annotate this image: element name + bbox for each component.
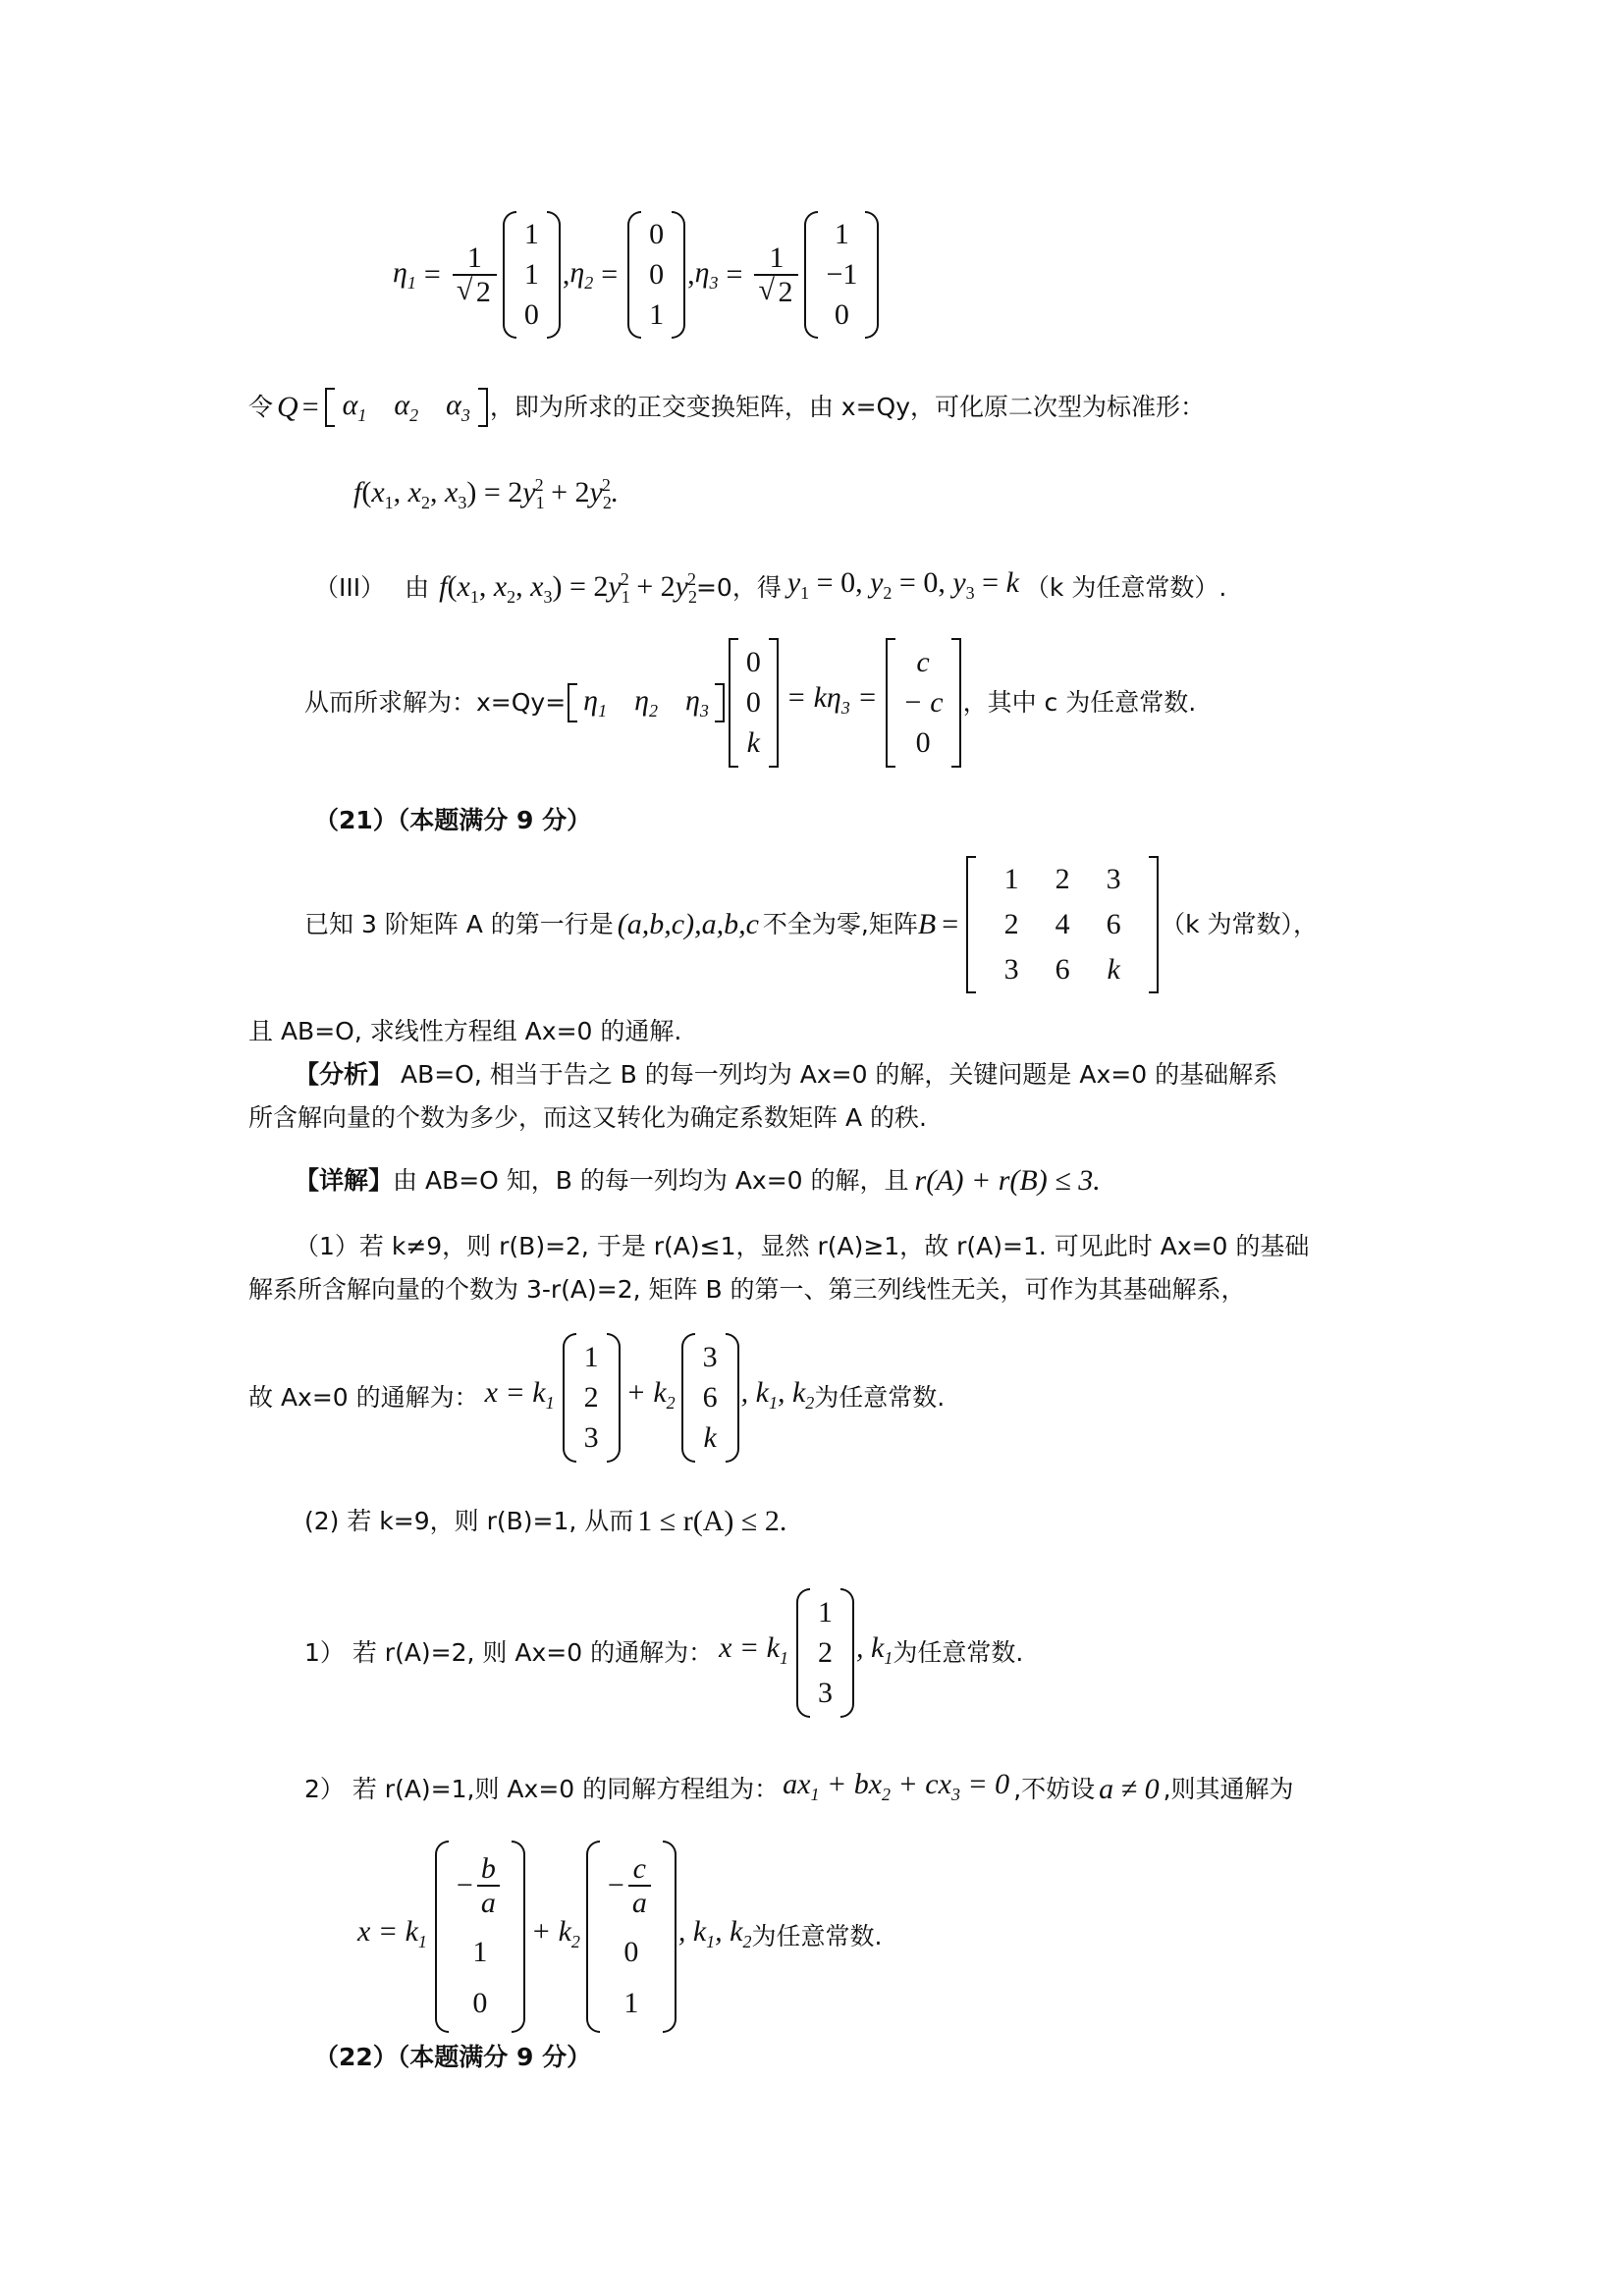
c-vector: c − c 0 xyxy=(886,638,961,768)
q21-statement: 已知 3 阶矩阵 A 的第一行是 (a,b,c),a,b,c 不全为零,矩阵 B = 1 2 3 2 4 6 3 6 k （k 为常数）， xyxy=(304,856,1318,993)
case1-line2: 解系所含解向量的个数为 3-r(A)=2, 矩阵 B 的第一、第三列线性无关，可作为其基础解系， xyxy=(248,1275,1246,1304)
eta1-vector: 1 1 0 xyxy=(503,211,561,339)
subcase2-line: 2） 若 r(A)=1,则 Ax=0 的同解方程组为： $ax_1 + bx_2 + cx_3 = 0$ ,不妨设 a ≠ 0 ,则其通解为 xyxy=(304,1768,1294,1805)
eta-definition: $\eta_1$ = 1 √ 2 1 1 0 , $\eta_2$ = 0 0 1 , $\eta_3$ = 1 √ 2 1 −1 0 xyxy=(393,211,881,339)
q22-heading: （22）（本题满分 9 分） xyxy=(314,2043,592,2071)
case1-line1: （1）若 k≠9，则 r(B)=2, 于是 r(A)≤1，显然 r(A)≥1，故 r(A)=1. 可见此时 Ax=0 的基础 xyxy=(295,1232,1310,1260)
case1-general-solution: 故 Ax=0 的通解为： $x = k_1$ 1 2 3 + $k_2$ 3 6 k , $k_1$, $k_2$ 为任意常数. xyxy=(248,1333,945,1463)
eta2-symbol: $\eta_2$ xyxy=(569,256,594,293)
eta3-symbol: $\eta_3$ xyxy=(694,256,719,293)
one-over-sqrt2: 1 √ 2 xyxy=(453,241,497,308)
detail-line: 【详解】 由 AB=O 知，B 的每一列均为 Ax=0 的解，且 r(A) + r(B) ≤ 3. xyxy=(295,1164,1101,1197)
q-matrix-line: 令 Q = $\alpha_1$ $\alpha_2$ $\alpha_3$ ，即为所求的正交变换矩阵，由 x=Qy，可化原二次型为标准形： xyxy=(248,389,1206,425)
part-iii-line: （III） 由 $f(x_1$, $x_2$, $x_3) = 2y_1^2 + 2y_2^2$ =0，得 $y_1 = 0$, $y_2 = 0$, $y_3 = k$ （k 为任意常数）. xyxy=(314,566,1227,607)
standard-form-equation: $f(x_1$, $x_2$, $x_3) = 2y_1^2 + 2y_2^2$. xyxy=(353,475,619,512)
subcase2-general-solution: $x = k_1$ − $\frac{b}{a}$ 1 0 + $k_2$ − $\frac{c}{a}$ 0 1 , $k_1$, $k_2$ 为任意常数. xyxy=(357,1841,882,2033)
case2-line: (2) 若 k=9，则 r(B)=1, 从而 1 ≤ r(A) ≤ 2. xyxy=(304,1505,787,1537)
q21-statement-line2: 且 AB=O, 求线性方程组 Ax=0 的通解. xyxy=(248,1017,682,1045)
subcase1-line: 1） 若 r(A)=2, 则 Ax=0 的通解为： $x = k_1$ 1 2 3 , $k_1$ 为任意常数. xyxy=(304,1588,1023,1718)
analysis-line1: 【分析】 AB=O, 相当于告之 B 的每一列均为 Ax=0 的解，关键问题是 Ax=0 的基础解系 xyxy=(295,1060,1278,1089)
eta1-symbol: $\eta_1$ xyxy=(393,256,416,293)
analysis-line2: 所含解向量的个数为多少，而这又转化为确定系数矩阵 A 的秩. xyxy=(248,1103,927,1132)
k-vector: 0 0 k xyxy=(729,638,779,768)
solution-line: 从而所求解为：x=Qy= $\eta_1$ $\eta_2$ $\eta_3$ 0 0 k = $k\eta_3$ = c − c 0 ，其中 c 为任意常数. xyxy=(304,638,1196,768)
eta2-vector: 0 0 1 xyxy=(627,211,685,339)
matrix-b: 1 2 3 2 4 6 3 6 k xyxy=(966,856,1159,993)
equals-sign: = xyxy=(423,258,441,291)
eta3-vector: 1 −1 0 xyxy=(804,211,879,339)
q21-heading: （21）（本题满分 9 分） xyxy=(314,806,592,834)
